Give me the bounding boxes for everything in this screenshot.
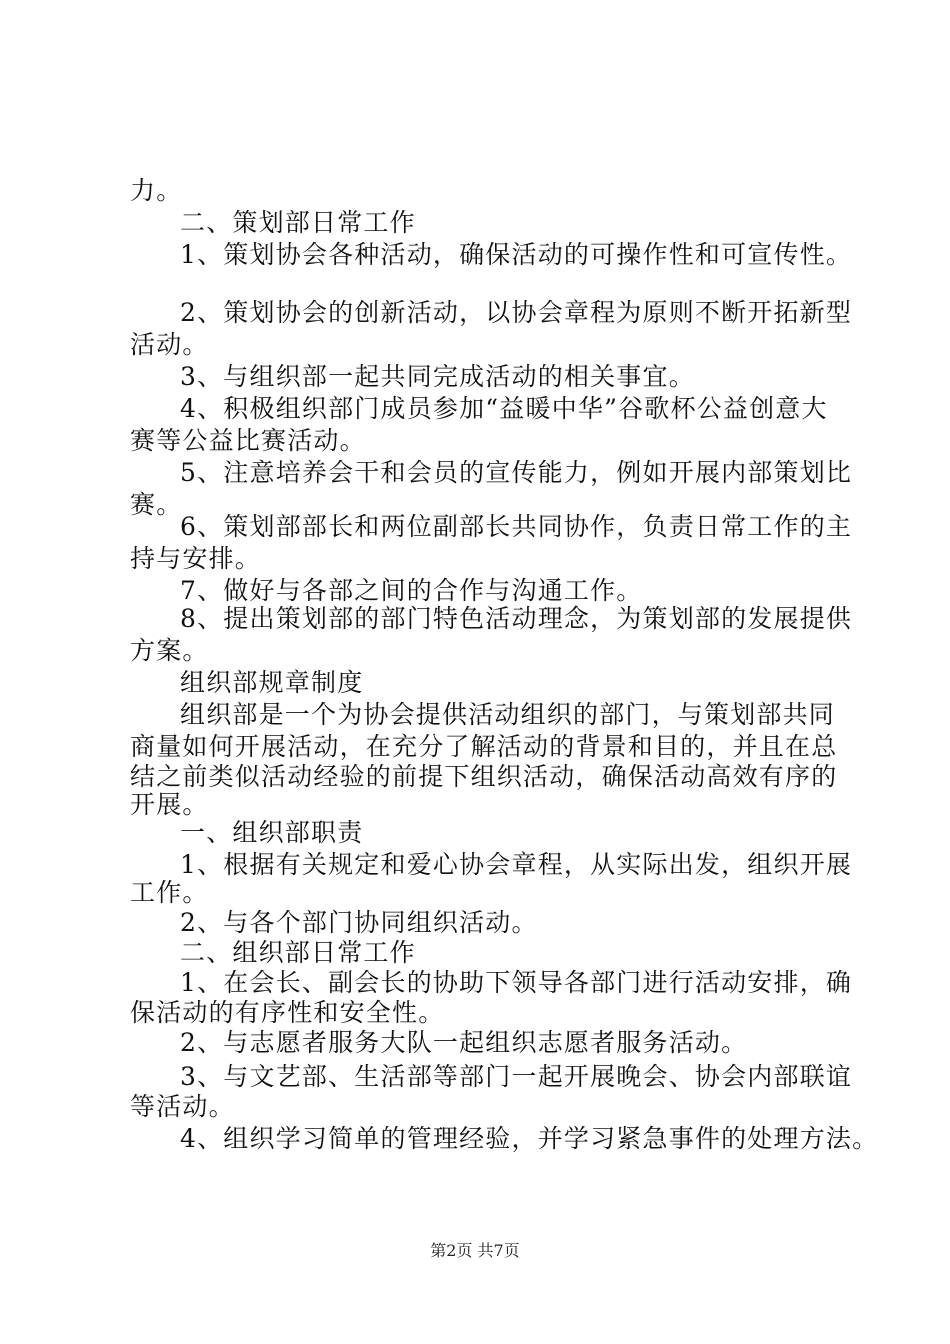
- text-line: 赛等公益比赛活动。: [130, 426, 366, 455]
- text-line: 7、做好与各部之间的合作与沟通工作。: [180, 576, 643, 605]
- text-line: 4、积极组织部门成员参加“益暖中华”谷歌杯公益创意大: [180, 394, 828, 423]
- text-line: 4、组织学习简单的管理经验，并学习紧急事件的处理方法。: [180, 1124, 879, 1153]
- section-heading: 一、组织部职责: [180, 818, 364, 847]
- text-line: 组织部是一个为协会提供活动组织的部门，与策划部共同: [180, 700, 836, 729]
- section-heading: 组织部规章制度: [180, 668, 364, 697]
- text-line: 1、策划协会各种活动，确保活动的可操作性和可宣传性。: [180, 240, 853, 269]
- text-line: 8、提出策划部的部门特色活动理念，为策划部的发展提供: [180, 604, 853, 633]
- text-line: 6、策划部部长和两位副部长共同协作，负责日常工作的主: [180, 512, 853, 541]
- text-line: 3、与文艺部、生活部等部门一起开展晚会、协会内部联谊: [180, 1062, 853, 1091]
- text-line: 方案。: [130, 636, 209, 665]
- text-line: 开展。: [130, 790, 209, 819]
- text-line: 2、与各个部门协同组织活动。: [180, 908, 538, 937]
- text-line: 等活动。: [130, 1092, 235, 1121]
- page-number-footer: 第2页 共7页: [430, 1241, 520, 1260]
- text-line: 2、策划协会的创新活动，以协会章程为原则不断开拓新型: [180, 298, 853, 327]
- text-line: 结之前类似活动经验的前提下组织活动，确保活动高效有序的: [130, 762, 838, 791]
- text-line: 1、根据有关规定和爱心协会章程，从实际出发，组织开展: [180, 850, 853, 879]
- text-line: 活动。: [130, 330, 209, 359]
- text-line: 保活动的有序性和安全性。: [130, 998, 445, 1027]
- text-line: 力。: [130, 176, 183, 205]
- text-line: 赛。: [130, 490, 183, 519]
- text-line: 工作。: [130, 878, 209, 907]
- text-line: 商量如何开展活动，在充分了解活动的背景和目的，并且在总: [130, 732, 838, 761]
- text-line: 持与安排。: [130, 544, 262, 573]
- text-line: 1、在会长、副会长的协助下领导各部门进行活动安排，确: [180, 968, 853, 997]
- section-heading: 二、组织部日常工作: [180, 938, 416, 967]
- section-heading: 二、策划部日常工作: [180, 208, 416, 237]
- text-line: 5、注意培养会干和会员的宣传能力，例如开展内部策划比: [180, 458, 853, 487]
- text-line: 2、与志愿者服务大队一起组织志愿者服务活动。: [180, 1028, 748, 1057]
- text-line: 3、与组织部一起共同完成活动的相关事宜。: [180, 362, 695, 391]
